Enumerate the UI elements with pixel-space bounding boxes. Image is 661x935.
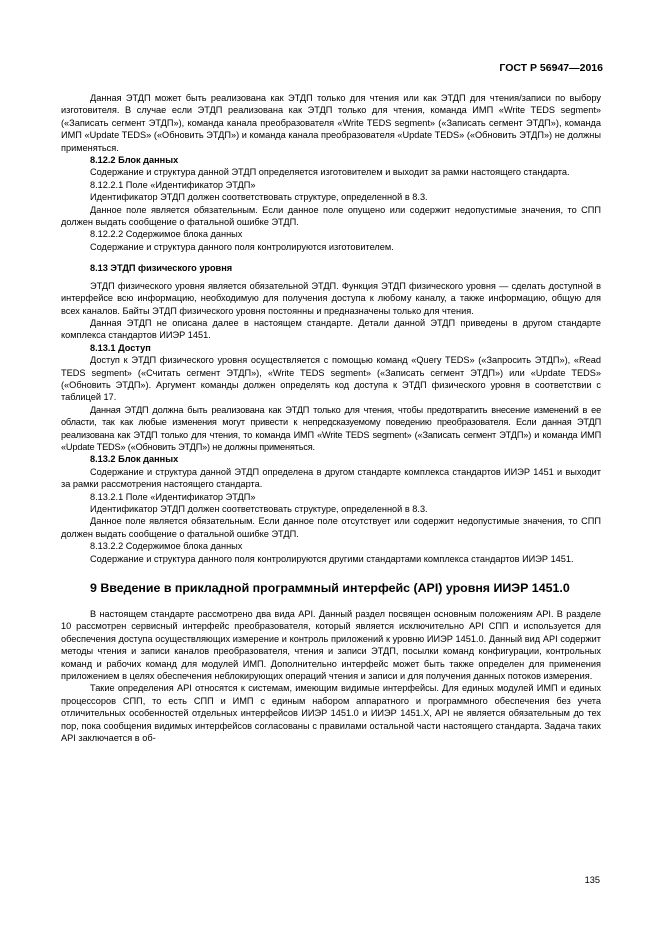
clause-heading: 8.12.2.2 Содержимое блока данных bbox=[90, 229, 243, 240]
paragraph: Данная ЭТДП не описана далее в настоящем стандарте. Детали данной ЭТДП приведены в другом стандарте комплекса стандартов ИИЭР 1451. bbox=[61, 317, 601, 341]
paragraph: Данное поле является обязательным. Если данное поле отсутствует или содержит недопустимые значения, то СПП должен выдать сообщение о фатальной ошибке ЭТДП. bbox=[61, 516, 601, 539]
clause-heading: 8.12.2.1 Поле «Идентификатор ЭТДП» bbox=[90, 179, 256, 190]
paragraph: ЭТДП физического уровня является обязательной ЭТДП. Функция ЭТДП физического уровня — сделать доступной в интерфейсе всю информацию, необходимую для получения доступа к любому каналу, а также информацию, общую для всех каналов. Байты ЭТДП физического уровня постоянны и предназначены только для чтения. bbox=[61, 280, 601, 316]
page-number: 135 bbox=[584, 875, 600, 885]
paragraph: В настоящем стандарте рассмотрено два вида API. Данный раздел посвящен основным положениям API. В разделе 10 рассмотрен сервисный интерфейс преобразователя, который является исключительно API СПП и используется для обеспечения доступа осуществляющих измерение и контроль приложений к уровню ИИЭР 1451.0. Данный вид API содержит методы чтения и записи каналов преобразователя, чтения и записи ЭТДП, посылки команд конфигурации, контрольных команд и рабочих команд для модулей ИМП. Дополнительно интерфейс может быть также определен для применения приложением в целях обеспечения неблокирующих операций чтения и записи и для получения данных потоков измерения. bbox=[61, 609, 601, 682]
paragraph: Такие определения API относятся к системам, имеющим видимые интерфейсы. Для единых модулей ИМП и единых процессоров СПП, то есть СПП и ИМП с единым набором аппаратного и программного обеспечения без учета отличительных особенностей отдельных интерфейсов ИИЭР 1451.0 и ИИЭР 1451.X, API не является обязательным до тех пор, пока сообщения видимых интерфейсов согласованы с правилами остальной части настоящего стандарта. Задача таких API заключается в об- bbox=[61, 683, 601, 744]
clause-heading: 8.13.2.2 Содержимое блока данных bbox=[90, 541, 243, 552]
section-heading: 8.13 ЭТДП физического уровня bbox=[90, 263, 233, 274]
paragraph: Данная ЭТДП может быть реализована как ЭТДП только для чтения или как ЭТДП для чтения/записи по выбору изготовителя. В случае если ЭТДП реализована как ЭТДП только для чтения, команда ИМП «Write TEDS segment» («Записать сегмент ЭТДП»), команда канала преобразователя «Write TEDS segment» («Записать сегмент ЭТДП»), команда ИМП «Update TEDS» («Обновить ЭТДП») и команда канала преобразователя «Update TEDS» («Обновить ЭТДП») не должны применяться. bbox=[61, 93, 601, 153]
paragraph: Данное поле является обязательным. Если данное поле опущено или содержит недопустимые значения, то СПП должен выдать сообщение о фатальной ошибке ЭТДП. bbox=[61, 204, 601, 228]
paragraph: Содержание и структура данного поля контролируются другими стандартами комплекса стандартов ИИЭР 1451. bbox=[90, 553, 574, 564]
subsection-heading: 8.13.1 Доступ bbox=[90, 342, 151, 353]
paragraph: Содержание и структура данного поля контролируются изготовителем. bbox=[90, 241, 394, 252]
page-body bbox=[61, 92, 601, 745]
clause-heading: 8.13.2.1 Поле «Идентификатор ЭТДП» bbox=[90, 491, 256, 502]
paragraph: Идентификатор ЭТДП должен соответствовать структуре, определенной в 8.3. bbox=[90, 192, 428, 203]
chapter-heading: 9 Введение в прикладной программный интерфейс (API) уровня ИИЭР 1451.0 bbox=[90, 581, 570, 596]
paragraph: Идентификатор ЭТДП должен соответствовать структуре, определенной в 8.3. bbox=[90, 504, 428, 514]
document-header: ГОСТ Р 56947—2016 bbox=[499, 62, 603, 74]
paragraph: Данная ЭТДП должна быть реализована как ЭТДП только для чтения, чтобы предотвратить внесение изменений в ее области, так как любые изменения могут привести к непредсказуемому поведению преобразователя. Если данная ЭТДП реализована как ЭТДП только для чтения, то команда ИМП «Write TEDS segment» («Записать сегмент ЭТДП») и команда ИМП «Update TEDS» («Обновить ЭТДП») не должны применяться. bbox=[61, 404, 601, 452]
paragraph: Содержание и структура данной ЭТДП определяется изготовителем и выходит за рамки настоящего стандарта. bbox=[90, 167, 570, 178]
subsection-heading: 8.13.2 Блок данных bbox=[90, 454, 179, 465]
subsection-heading: 8.12.2 Блок данных bbox=[90, 155, 179, 166]
paragraph: Содержание и структура данной ЭТДП определена в другом стандарте комплекса стандартов ИИЭР 1451 и выходит за рамки рассмотрения настоящего стандарта. bbox=[61, 466, 601, 490]
paragraph: Доступ к ЭТДП физического уровня осуществляется с помощью команд «Query TEDS» («Запросить ЭТДП»), «Read TEDS segment» («Считать сегмент ЭТДП»), «Write TEDS segment» («Записать сегмент ЭТДП») или «Update TEDS» («Обновить ЭТДП»). Аргумент команды должен определять код доступа к ЭТДП физического уровня в соответствии с таблицей 17. bbox=[61, 355, 601, 403]
